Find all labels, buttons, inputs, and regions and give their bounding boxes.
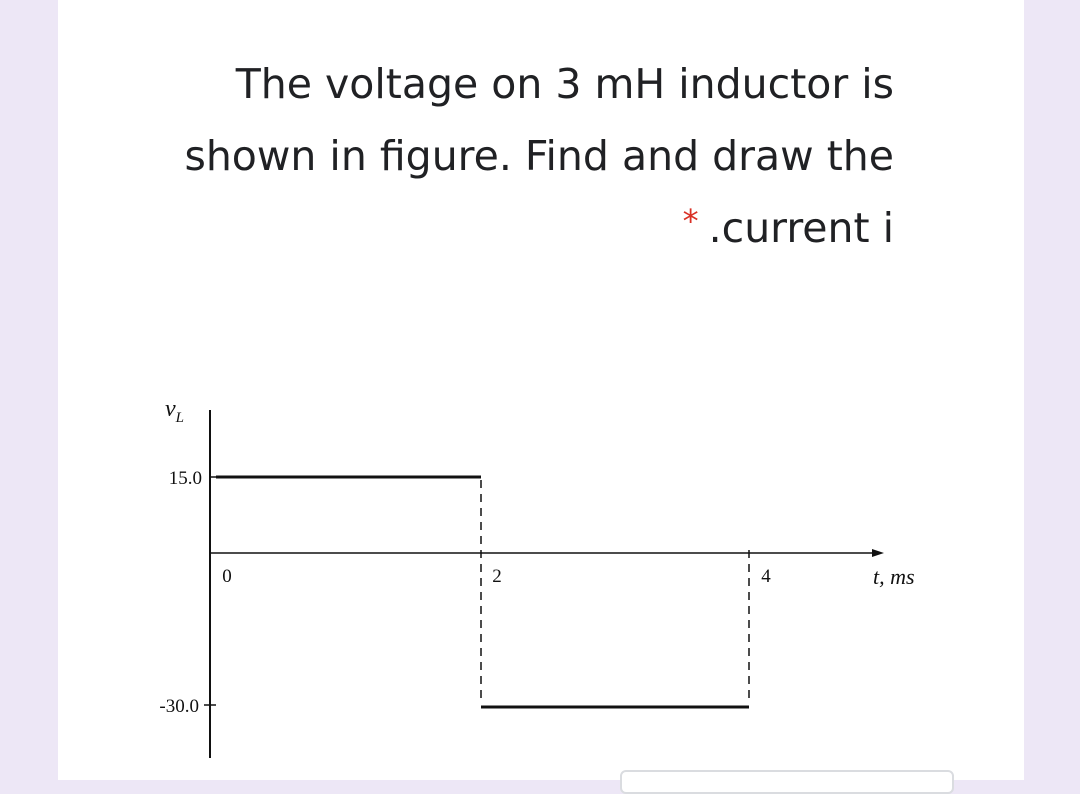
x-axis-label: t, ms (873, 564, 915, 589)
y-tick-label: -30.0 (159, 696, 199, 717)
required-marker: * (682, 202, 699, 240)
x-tick-label: 2 (492, 566, 502, 587)
x-tick-label: 4 (761, 566, 771, 587)
x-axis-arrow-icon (872, 549, 884, 557)
y-axis-label: $v_L$ (165, 396, 184, 426)
answer-upload-box[interactable] (620, 770, 954, 794)
y-tick-label: 15.0 (168, 468, 202, 489)
x-tick-label: 0 (222, 566, 232, 587)
question-line-3-text: .current i (708, 204, 894, 252)
question-line-2: shown in figure. Find and draw the (184, 132, 894, 180)
question-line-1: The voltage on 3 mH inductor is (235, 60, 894, 108)
